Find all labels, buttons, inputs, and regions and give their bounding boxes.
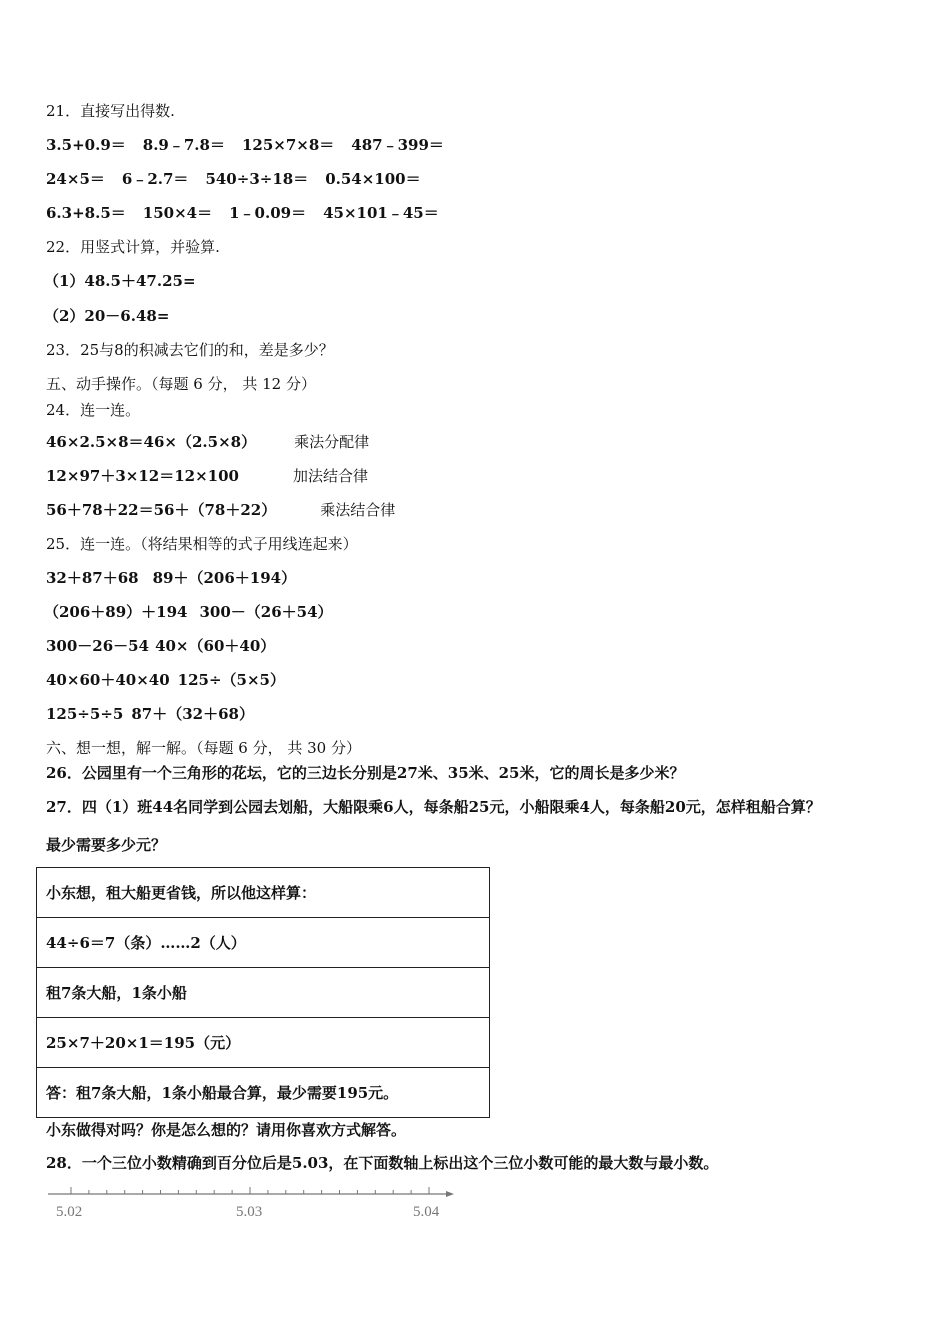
q21-expr: 540÷3÷18＝ — [205, 170, 309, 188]
table-cell: 25×7＋20×1＝195（元） — [37, 1018, 490, 1068]
q25-expr: （206＋89）＋194 — [44, 603, 188, 621]
q27-title-line2: 最少需要多少元？ — [46, 836, 167, 854]
q25-row-3 — [46, 636, 275, 656]
axis-label-5-02: 5.02 — [56, 1204, 83, 1220]
q21-title — [46, 101, 175, 121]
q25-expr: 300－（26＋54） — [199, 603, 333, 621]
q25-row-5 — [46, 704, 254, 724]
q25-expr: 40×60＋40×40 — [46, 671, 170, 689]
q22-title: 22．用竖式计算，并验算. — [46, 238, 220, 256]
q21-expr: 150×4＝ — [142, 204, 213, 222]
q27-title-line1: 27．四（1）班44名同学到公园去划船，大船限乘6人，每条船25元，小船限乘4人，每条船20元，怎样租船合算？ — [46, 798, 821, 816]
q24-row-2 — [46, 466, 368, 486]
number-line-arrow — [446, 1191, 454, 1197]
q21-expr: 125×7×8＝ — [241, 136, 335, 154]
q21-expr: 24×5＝ — [46, 170, 105, 188]
q28-title: 28．一个三位小数精确到百分位后是5.03，在下面数轴上标出这个三位小数可能的最大数与最小数。 — [46, 1154, 719, 1172]
axis-label-5-04: 5.04 — [413, 1204, 440, 1220]
table-cell: 小东想，租大船更省钱，所以他这样算： — [37, 868, 490, 918]
q25-row-2 — [44, 602, 333, 622]
section-5-title: 五、动手操作。（每题 6 分， 共 12 分） — [46, 375, 316, 393]
table-row — [37, 868, 490, 918]
q27-followup: 小东做得对吗？你是怎么想的？请用你喜欢方式解答。 — [46, 1121, 407, 1139]
q24-law: 乘法分配律 — [294, 433, 370, 451]
q21-expr: 487﹣399＝ — [351, 136, 444, 154]
q24-law: 乘法结合律 — [320, 501, 396, 519]
q24-left-expr: 56＋78＋22＝56＋（78＋22） — [46, 501, 277, 519]
q26-title: 26．公园里有一个三角形的花坛，它的三边长分别是27米、35米、25米，它的周长是多少米？ — [46, 764, 685, 782]
q27-solution-table — [36, 867, 490, 1118]
q25-title: 25．连一连。（将结果相等的式子用线连起来） — [46, 535, 358, 553]
section-6-title: 六、想一想，解一解。（每题 6 分， 共 30 分） — [46, 739, 361, 757]
q21-expr: 45×101﹣45＝ — [323, 204, 439, 222]
q21-row-2 — [46, 169, 421, 189]
q24-law: 加法结合律 — [292, 467, 368, 485]
q21-expr: 6.3+8.5＝ — [46, 204, 126, 222]
q25-row-1 — [46, 568, 296, 588]
q25-expr: 89＋（206＋194） — [152, 569, 297, 587]
table-row — [37, 1068, 490, 1118]
q24-title: 24．连一连。 — [46, 401, 141, 419]
table-row — [37, 968, 490, 1018]
q21-row-1 — [46, 135, 444, 155]
q21-expr: 1﹣0.09＝ — [229, 204, 307, 222]
q24-row-1 — [46, 432, 369, 452]
table-cell: 44÷6＝7（条）……2（人） — [37, 918, 490, 968]
q25-expr: 40×（60＋40） — [155, 637, 276, 655]
q21-expr: 0.54×100＝ — [325, 170, 421, 188]
q21-expr: 3.5+0.9＝ — [46, 136, 126, 154]
table-row — [37, 1018, 490, 1068]
axis-label-5-03: 5.03 — [236, 1204, 263, 1220]
table-cell: 答：租7条大船，1条小船最合算，最少需要195元。 — [37, 1068, 490, 1118]
q21-expr: 8.9﹣7.8＝ — [142, 136, 225, 154]
q25-expr: 125÷5÷5 — [46, 705, 124, 723]
q25-expr: 125÷（5×5） — [177, 671, 285, 689]
q21-title-text: 21．直接写出得数. — [46, 102, 175, 120]
q22-item-2: （2）20－6.48= — [44, 307, 170, 325]
q25-expr: 32＋87＋68 — [46, 569, 139, 587]
q24-left-expr: 12×97＋3×12＝12×100 — [46, 467, 239, 485]
q23-title: 23．25与8的积减去它们的和，差是多少？ — [46, 341, 334, 359]
table-row — [37, 918, 490, 968]
q25-expr: 87＋（32＋68） — [131, 705, 254, 723]
number-line — [40, 1184, 480, 1229]
q22-item-1: （1）48.5＋47.25= — [44, 272, 196, 290]
q25-row-4 — [46, 670, 285, 690]
q21-row-3 — [46, 203, 439, 223]
q24-row-3 — [46, 500, 395, 520]
number-line-ticks — [71, 1187, 429, 1194]
table-cell: 租7条大船，1条小船 — [37, 968, 490, 1018]
q24-left-expr: 46×2.5×8＝46×（2.5×8） — [46, 433, 257, 451]
q25-expr: 300－26－54 — [46, 637, 150, 655]
q21-expr: 6﹣2.7＝ — [121, 170, 189, 188]
